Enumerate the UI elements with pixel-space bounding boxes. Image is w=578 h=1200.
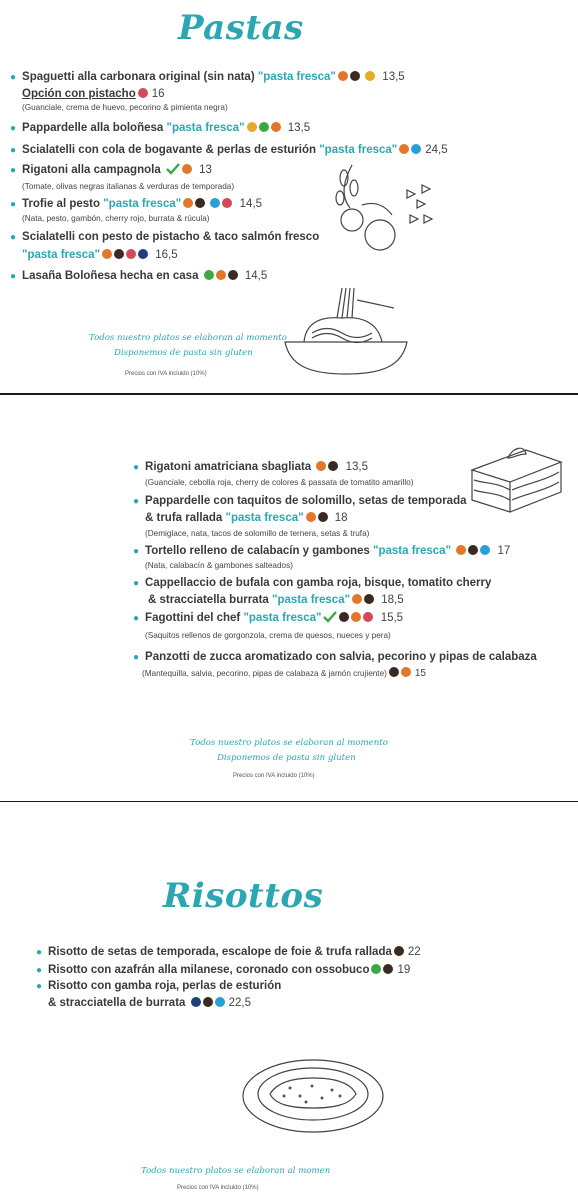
allergen-red-icon (126, 249, 136, 259)
allergen-dark-icon (195, 198, 205, 208)
risotto-plate-illustration (240, 1056, 386, 1138)
bullet-icon: ● (36, 947, 43, 958)
allergen-orange-icon (182, 164, 192, 174)
item-description: (Mantequilla, salvia, pecorino, pipas de calabaza & jamón crujiente) 15 (142, 668, 426, 679)
vegetarian-check-icon (166, 163, 180, 175)
item-description: (Nata, pesto, gambón, cherry rojo, burrata & rúcula) (22, 214, 210, 223)
list-item: ● Risotto con gamba roja, perlas de esturión (36, 980, 282, 992)
allergen-orange-icon (102, 249, 112, 259)
bullet-icon: ● (10, 145, 17, 156)
list-item: ● Panzotti de zucca aromatizado con salvia, pecorino y pipas de calabaza (133, 651, 537, 663)
list-item: ● Trofie al pesto "pasta fresca" 14,5 (10, 198, 263, 210)
note-prices: Precios con IVA incluido (10%) (177, 1185, 259, 1191)
allergen-blue-icon (411, 144, 421, 154)
bullet-icon: ● (133, 578, 140, 589)
menu-page-pastas (0, 0, 578, 394)
item-description: (Tomate, olivas negras italianas & verduras de temporada) (22, 182, 235, 191)
allergen-navy-icon (138, 249, 148, 259)
allergen-green-icon (371, 964, 381, 974)
list-item: ● Tortello relleno de calabacín y gambones "pasta fresca" 17 (133, 545, 511, 557)
allergen-navy-icon (191, 997, 201, 1007)
allergen-dark-icon (203, 997, 213, 1007)
allergen-orange-icon (352, 594, 362, 604)
allergen-yellow-icon (247, 122, 257, 132)
allergen-dark-icon (114, 249, 124, 259)
list-item-continued: "pasta fresca" 16,5 (22, 249, 178, 261)
bullet-icon: ● (10, 123, 17, 134)
list-item: ● Risotto con azafrán alla milanese, coronado con ossobuco 19 (36, 964, 411, 976)
list-item: ● Scialatelli con pesto de pistacho & taco salmón fresco (10, 231, 320, 243)
allergen-dark-icon (350, 71, 360, 81)
list-item: ● Rigatoni alla campagnola 13 (10, 164, 212, 176)
note-fresh: Todos nuestro platos se elaboran al momento (89, 333, 287, 343)
note-gluten-free: Disponemos de pasta sin gluten (217, 753, 356, 763)
allergen-red-icon (222, 198, 232, 208)
page-title: Pastas (178, 8, 304, 48)
allergen-orange-icon (316, 461, 326, 471)
list-item: ● Risotto de setas de temporada, escalope de foie & trufa rallada 22 (36, 946, 421, 958)
allergen-orange-icon (338, 71, 348, 81)
bullet-icon: ● (10, 72, 17, 83)
list-item: ● Lasaña Boloñesa hecha en casa 14,5 (10, 270, 268, 282)
bullet-icon: ● (10, 199, 17, 210)
bullet-icon: ● (36, 981, 43, 992)
allergen-orange-icon (216, 270, 226, 280)
bullet-icon: ● (133, 613, 140, 624)
bullet-icon: ● (133, 462, 140, 473)
bullet-icon: ● (133, 546, 140, 557)
note-fresh: Todos nuestro platos se elaboran al momen (141, 1166, 331, 1176)
spaghetti-plate-illustration (282, 278, 412, 376)
allergen-orange-icon (351, 612, 361, 622)
note-gluten-free: Disponemos de pasta sin gluten (114, 348, 253, 358)
item-description: (Demiglace, nata, tacos de solomillo de ternera, setas & trufa) (145, 529, 370, 538)
menu-page-risottos (0, 802, 578, 1200)
item-description: (Nata, calabacín & gambones salteados) (145, 561, 293, 570)
list-item: ● Pappardelle alla boloñesa "pasta fresca" 13,5 (10, 122, 311, 134)
bullet-icon: ● (10, 271, 17, 282)
allergen-blue-icon (480, 545, 490, 555)
menu-page-pastas-continued (0, 395, 578, 801)
bullet-icon: ● (10, 232, 17, 243)
allergen-dark-icon (318, 512, 328, 522)
item-description: (Saquitos rellenos de gorgonzola, crema de quesos, nueces y pera) (145, 631, 391, 640)
list-item-continued: & trufa rallada "pasta fresca" 18 (145, 512, 348, 524)
list-item: ● Scialatelli con cola de bogavante & perlas de esturión "pasta fresca" 24,5 (10, 144, 448, 156)
lasagna-illustration (466, 440, 566, 522)
note-prices: Precios con IVA incluido (10%) (125, 371, 207, 377)
allergen-orange-icon (306, 512, 316, 522)
allergen-red-icon (363, 612, 373, 622)
list-item: ● Pappardelle con taquitos de solomillo, setas de temporada (133, 495, 467, 507)
allergen-orange-icon (399, 144, 409, 154)
allergen-orange-icon (456, 545, 466, 555)
note-prices: Precios con IVA incluido (10%) (233, 773, 315, 779)
allergen-green-icon (204, 270, 214, 280)
vegetarian-check-icon (323, 611, 337, 623)
allergen-dark-icon (389, 667, 399, 677)
list-item: ● Spaguetti alla carbonara original (sin nata) "pasta fresca" 13,5 (10, 71, 405, 83)
bullet-icon: ● (36, 965, 43, 976)
allergen-red-icon (138, 88, 148, 98)
allergen-dark-icon (394, 946, 404, 956)
allergen-blue-icon (215, 997, 225, 1007)
page-title: Risottos (163, 876, 324, 916)
tomato-pasta-illustration (322, 160, 442, 260)
note-fresh: Todos nuestro platos se elaboran al momento (190, 738, 388, 748)
list-item: ● Cappellaccio de bufala con gamba roja, bisque, tomatito cherry (133, 577, 492, 589)
bullet-icon: ● (10, 165, 17, 176)
list-item: ● Rigatoni amatriciana sbagliata 13,5 (133, 461, 369, 473)
allergen-orange-icon (271, 122, 281, 132)
bullet-icon: ● (133, 652, 140, 663)
allergen-dark-icon (364, 594, 374, 604)
allergen-dark-icon (468, 545, 478, 555)
allergen-orange-icon (401, 667, 411, 677)
allergen-dark-icon (228, 270, 238, 280)
bullet-icon: ● (133, 496, 140, 507)
allergen-dark-icon (339, 612, 349, 622)
allergen-yellow-icon (365, 71, 375, 81)
allergen-dark-icon (328, 461, 338, 471)
item-description: (Guanciale, cebolla roja, cherry de colores & passata de tomatito amarillo) (145, 478, 414, 487)
list-item-continued: & stracciatella burrata "pasta fresca" 18,5 (148, 594, 404, 606)
list-item-continued: & stracciatella de burrata 22,5 (48, 997, 252, 1009)
item-description: (Guanciale, crema de huevo, pecorino & pimienta negra) (22, 103, 228, 112)
allergen-dark-icon (383, 964, 393, 974)
list-item: Opción con pistacho 16 (22, 88, 165, 100)
list-item: ● Fagottini del chef "pasta fresca" 15,5 (133, 612, 404, 624)
allergen-blue-icon (210, 198, 220, 208)
allergen-orange-icon (183, 198, 193, 208)
allergen-green-icon (259, 122, 269, 132)
